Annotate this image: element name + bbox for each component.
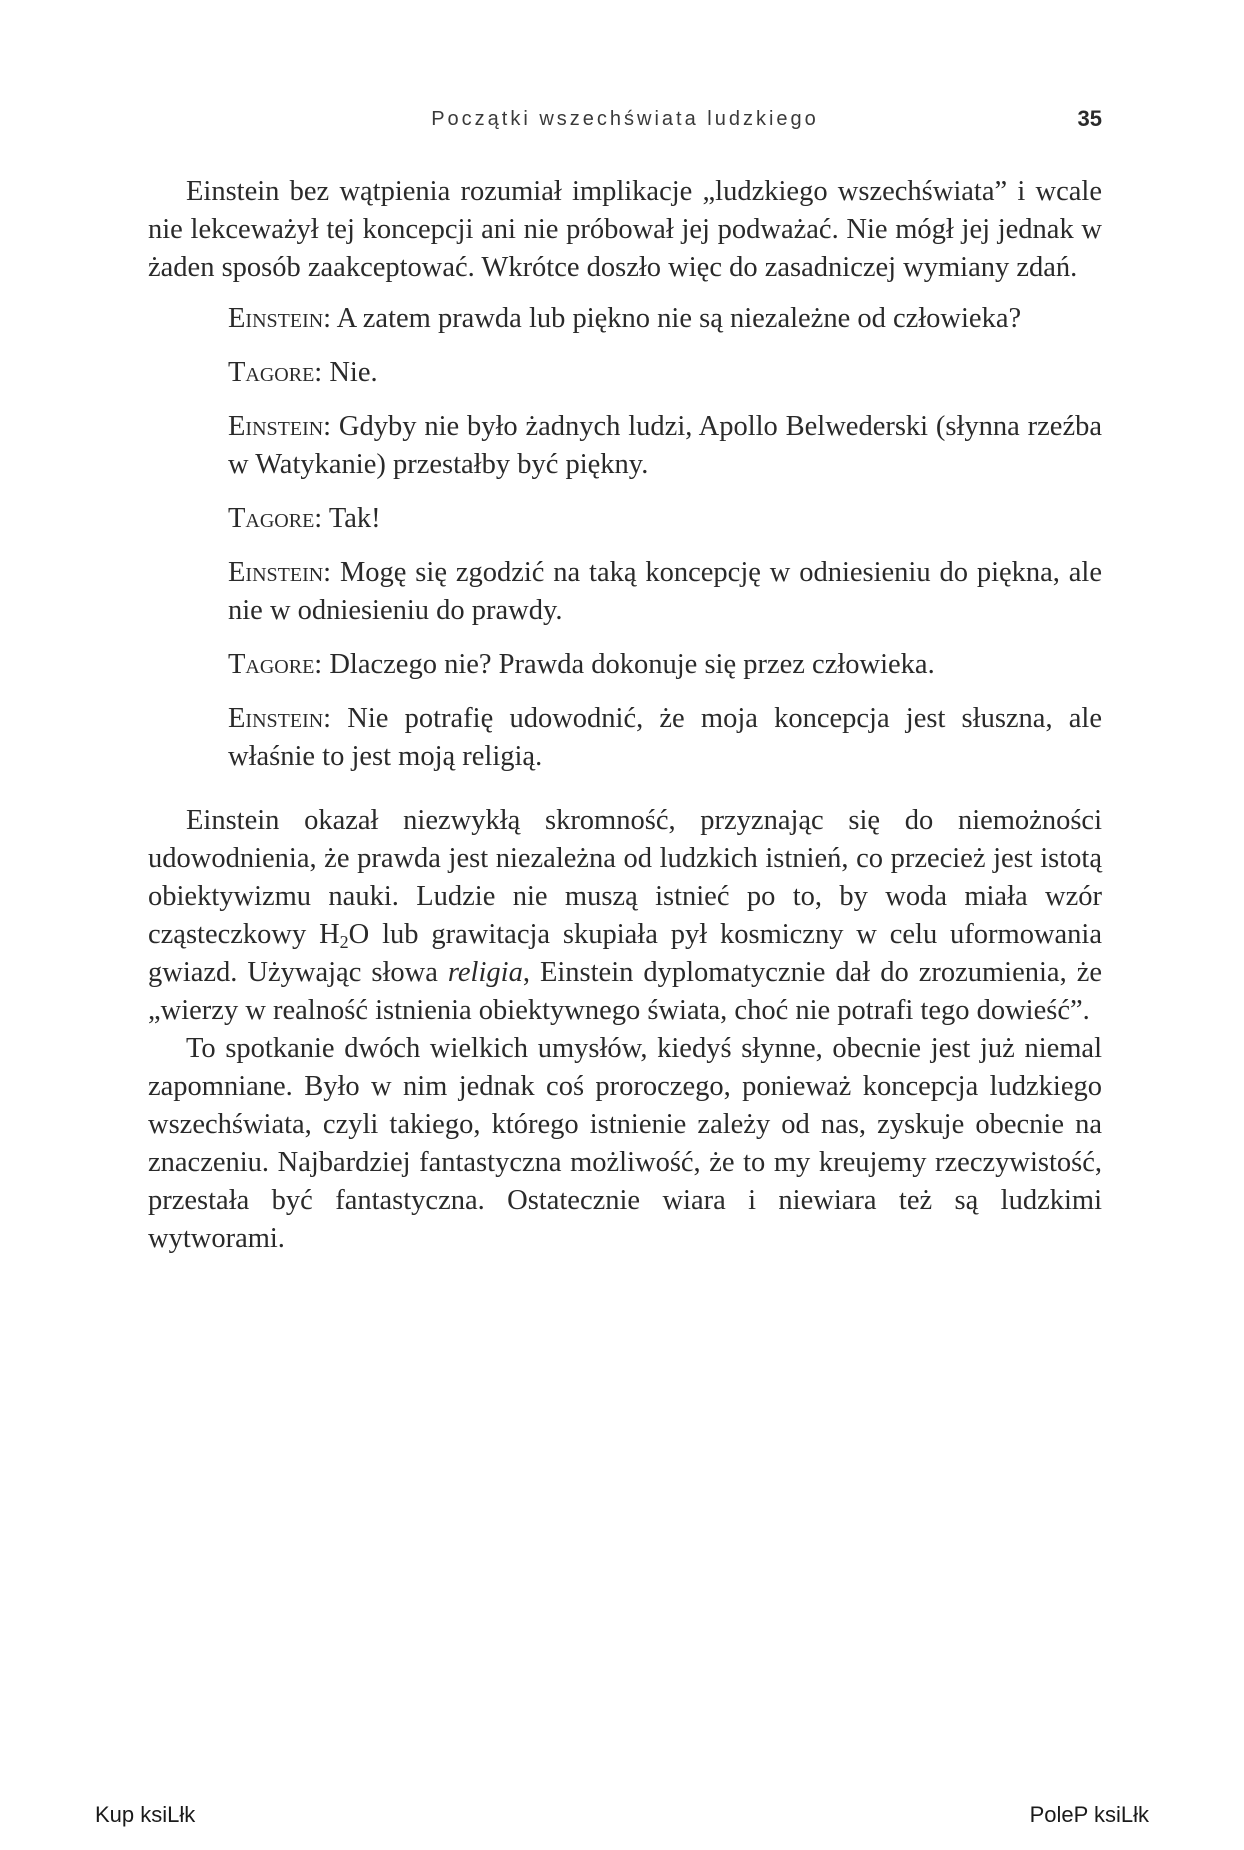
recommend-book-link[interactable]: PoleP ksiLłk [1029, 1802, 1149, 1827]
paragraph-meeting: To spotkanie dwóch wielkich umysłów, kiedyś słynne, obecnie jest już niemal zapomniane. Było w nim jednak coś proroczego, ponieważ koncepcja ludzkiego wszechświata, czyli takiego, którego istnienie zależy od nas, zyskuje obecnie na znaczeniu. Najbardziej fantastyczna możliwość, że to my kreujemy rzeczywistość, przestała być fantastyczna. Ostatecznie wiara i niewiara też są ludzkimi wytworami. [148, 1033, 1102, 1254]
subscript: 2 [339, 932, 349, 952]
dialogue-line [228, 554, 1102, 630]
dialogue-text: Mogę się zgodzić na taką koncepcję w odniesieniu do piękna, ale nie w odniesieniu do prawdy. [228, 557, 1102, 626]
dialogue-text: Nie. [322, 357, 378, 388]
dialogue-line [228, 408, 1102, 484]
speaker-name: Tagore: [228, 649, 323, 680]
paragraph-text: , Einstein dyplomatycznie dał do zrozumienia, że „wierzy w realność istnienia obiektywnego świata, choć nie potrafi tego dowieść”. [148, 957, 1102, 1026]
buy-book-link[interactable]: Kup ksiLłk [95, 1802, 196, 1827]
dialogue-text: A zatem prawda lub piękno nie są niezależne od człowieka? [331, 303, 1022, 334]
italic-term: religia [447, 957, 523, 988]
page-body [148, 173, 1102, 1258]
dialogue-text: Tak! [322, 503, 381, 534]
paragraph-text: Einstein okazał niezwykłą skromność, przyznając się do niemożności udowodnienia, że prawda jest niezależna od ludzkich istnień, co przecież jest istotą obiektywizmu nauki. Ludzie nie muszą istnieć po to, by woda miała wzór cząsteczkowy H [148, 805, 1102, 950]
running-head [148, 108, 1102, 138]
speaker-name: Einstein: [228, 411, 332, 442]
dialogue-text: Nie potrafię udowodnić, że moja koncepcja jest słuszna, ale właśnie to jest moją religią. [228, 703, 1102, 772]
dialogue-line [228, 500, 1102, 538]
speaker-name: Einstein: [228, 703, 332, 734]
running-title: Początki wszechświata ludzkiego [431, 108, 819, 130]
dialogue-line [228, 354, 1102, 392]
dialogue-block [228, 300, 1102, 776]
dialogue-text: Dlaczego nie? Prawda dokonuje się przez człowieka. [322, 649, 935, 680]
dialogue-line [228, 646, 1102, 684]
speaker-name: Tagore: [228, 503, 323, 534]
paragraph-intro: Einstein bez wątpienia rozumiał implikacje „ludzkiego wszechświata” i wcale nie lekceważył tej koncepcji ani nie próbował jej podważać. Nie mógł jej jednak w żaden sposób zaakceptować. Wkrótce doszło więc do zasadniczej wymiany zdań. [148, 176, 1102, 283]
dialogue-line [228, 700, 1102, 776]
page-number: 35 [1077, 106, 1102, 131]
paragraph-modesty [148, 802, 1102, 1030]
dialogue-text: Gdyby nie było żadnych ludzi, Apollo Belwederski (słynna rzeźba w Watykanie) przestałby być piękny. [228, 411, 1102, 480]
speaker-name: Einstein: [228, 557, 332, 588]
paragraph-text: O lub grawitacja skupiała pył kosmiczny w celu uformowania gwiazd. Używając słowa [148, 919, 1102, 988]
speaker-name: Tagore: [228, 357, 323, 388]
speaker-name: Einstein: [228, 303, 332, 334]
dialogue-line [228, 300, 1102, 338]
